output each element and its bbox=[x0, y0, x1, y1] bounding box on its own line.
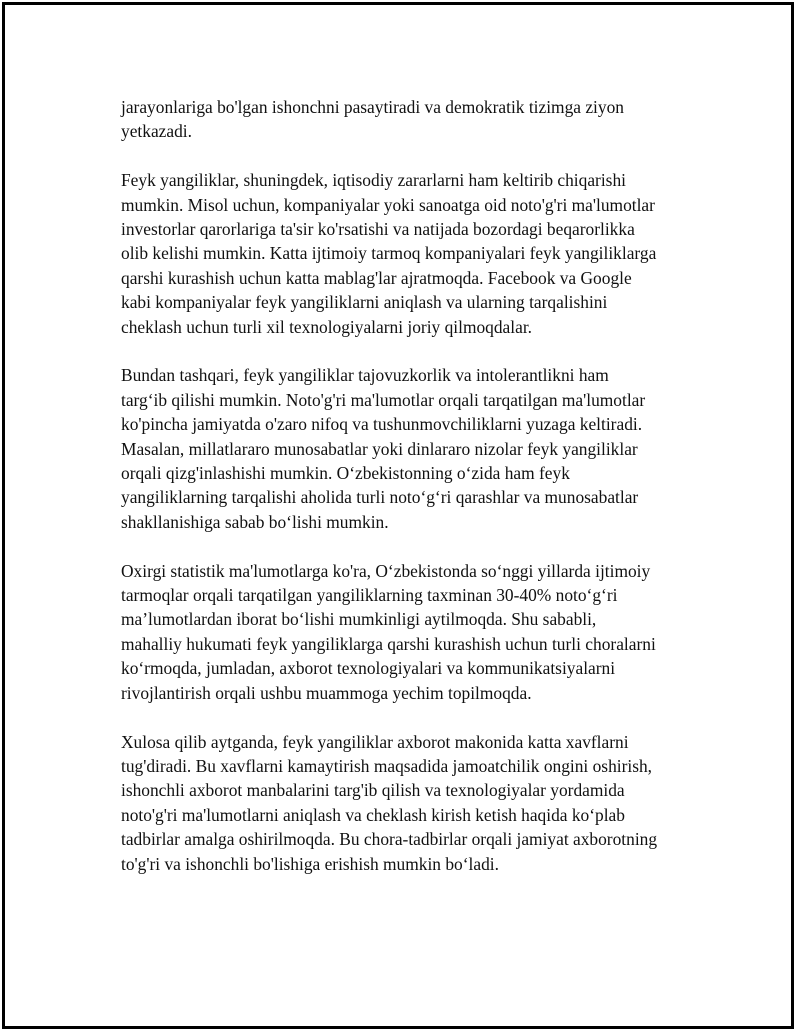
text-line: Xulosa qilib aytganda, feyk yangiliklar axborot makonida katta xavflarni bbox=[121, 731, 629, 752]
document-body bbox=[121, 95, 701, 900]
paragraph-5 bbox=[121, 730, 701, 876]
text-line: rivojlantirish orqali ushbu muammoga yechim topilmoqda. bbox=[121, 682, 532, 703]
text-line: jarayonlariga bo'lgan ishonchni pasaytiradi va demokratik tizimga ziyon bbox=[121, 97, 624, 117]
text-line: ko‘rmoqda, jumladan, axborot texnologiyalari va kommunikatsiyalarni bbox=[121, 658, 616, 679]
page-frame bbox=[2, 2, 794, 1029]
paragraph-3 bbox=[121, 363, 701, 534]
text-line: orqali qizg'inlashishi mumkin. O‘zbekistonning o‘zida ham feyk bbox=[121, 463, 570, 484]
text-line: mumkin. Misol uchun, kompaniyalar yoki sanoatga oid noto'g'ri ma'lumotlar bbox=[121, 194, 655, 215]
text-line: ko'pincha jamiyatda o'zaro nifoq va tushunmovchiliklarni yuzaga keltiradi. bbox=[121, 414, 643, 435]
text-line: tug'diradi. Bu xavflarni kamaytirish maqsadida jamoatchilik ongini oshirish, bbox=[121, 755, 653, 776]
text-line: kabi kompaniyalar feyk yangiliklarni aniqlash va ularning tarqalishini bbox=[121, 292, 608, 313]
text-line: Oxirgi statistik ma'lumotlarga ko'ra, O‘zbekistonda so‘nggi yillarda ijtimoiy bbox=[121, 560, 651, 581]
text-line: ishonchli axborot manbalarini targ'ib qilish va texnologiyalar yordamida bbox=[121, 780, 625, 801]
text-line: yetkazadi. bbox=[121, 121, 192, 142]
text-line: shakllanishiga sabab bo‘lishi mumkin. bbox=[121, 511, 389, 532]
text-line: investorlar qarorlariga ta'sir ko'rsatishi va natijada bozordagi beqarorlikka bbox=[121, 219, 635, 240]
paragraph-1 bbox=[121, 95, 701, 144]
text-line: Feyk yangiliklar, shuningdek, iqtisodiy zararlarni ham keltirib chiqarishi bbox=[121, 170, 626, 191]
paragraph-2 bbox=[121, 168, 701, 339]
text-line: qarshi kurashish uchun katta mablag'lar ajratmoqda. Facebook va Google bbox=[121, 267, 632, 288]
text-line: mahalliy hukumati feyk yangiliklarga qarshi kurashish uchun turli choralarni bbox=[121, 633, 656, 654]
text-line: olib kelishi mumkin. Katta ijtimoiy tarmoq kompaniyalari feyk yangiliklarga bbox=[121, 243, 657, 264]
text-line: targ‘ib qilishi mumkin. Noto'g'ri ma'lumotlar orqali tarqatilgan ma'lumotlar bbox=[121, 389, 646, 410]
text-line: tadbirlar amalga oshirilmoqda. Bu chora-tadbirlar orqali jamiyat axborotning bbox=[121, 829, 658, 850]
text-line: Bundan tashqari, feyk yangiliklar tajovuzkorlik va intolerantlikni ham bbox=[121, 365, 609, 386]
text-line: Masalan, millatlararo munosabatlar yoki dinlararo nizolar feyk yangiliklar bbox=[121, 438, 638, 459]
text-line: cheklash uchun turli xil texnologiyalarni joriy qilmoqdalar. bbox=[121, 316, 533, 337]
text-line: tarmoqlar orqali tarqatilgan yangiliklarning taxminan 30-40% noto‘g‘ri bbox=[121, 585, 618, 606]
paragraph-4 bbox=[121, 559, 701, 705]
text-line: to'g'ri va ishonchli bo'lishiga erishish mumkin bo‘ladi. bbox=[121, 853, 499, 874]
text-line: ma’lumotlardan iborat bo‘lishi mumkinligi aytilmoqda. Shu sababli, bbox=[121, 609, 597, 630]
text-line: yangiliklarning tarqalishi aholida turli noto‘g‘ri qarashlar va munosabatlar bbox=[121, 487, 639, 508]
text-line: noto'g'ri ma'lumotlarni aniqlash va cheklash kirish ketish haqida ko‘plab bbox=[121, 804, 625, 825]
